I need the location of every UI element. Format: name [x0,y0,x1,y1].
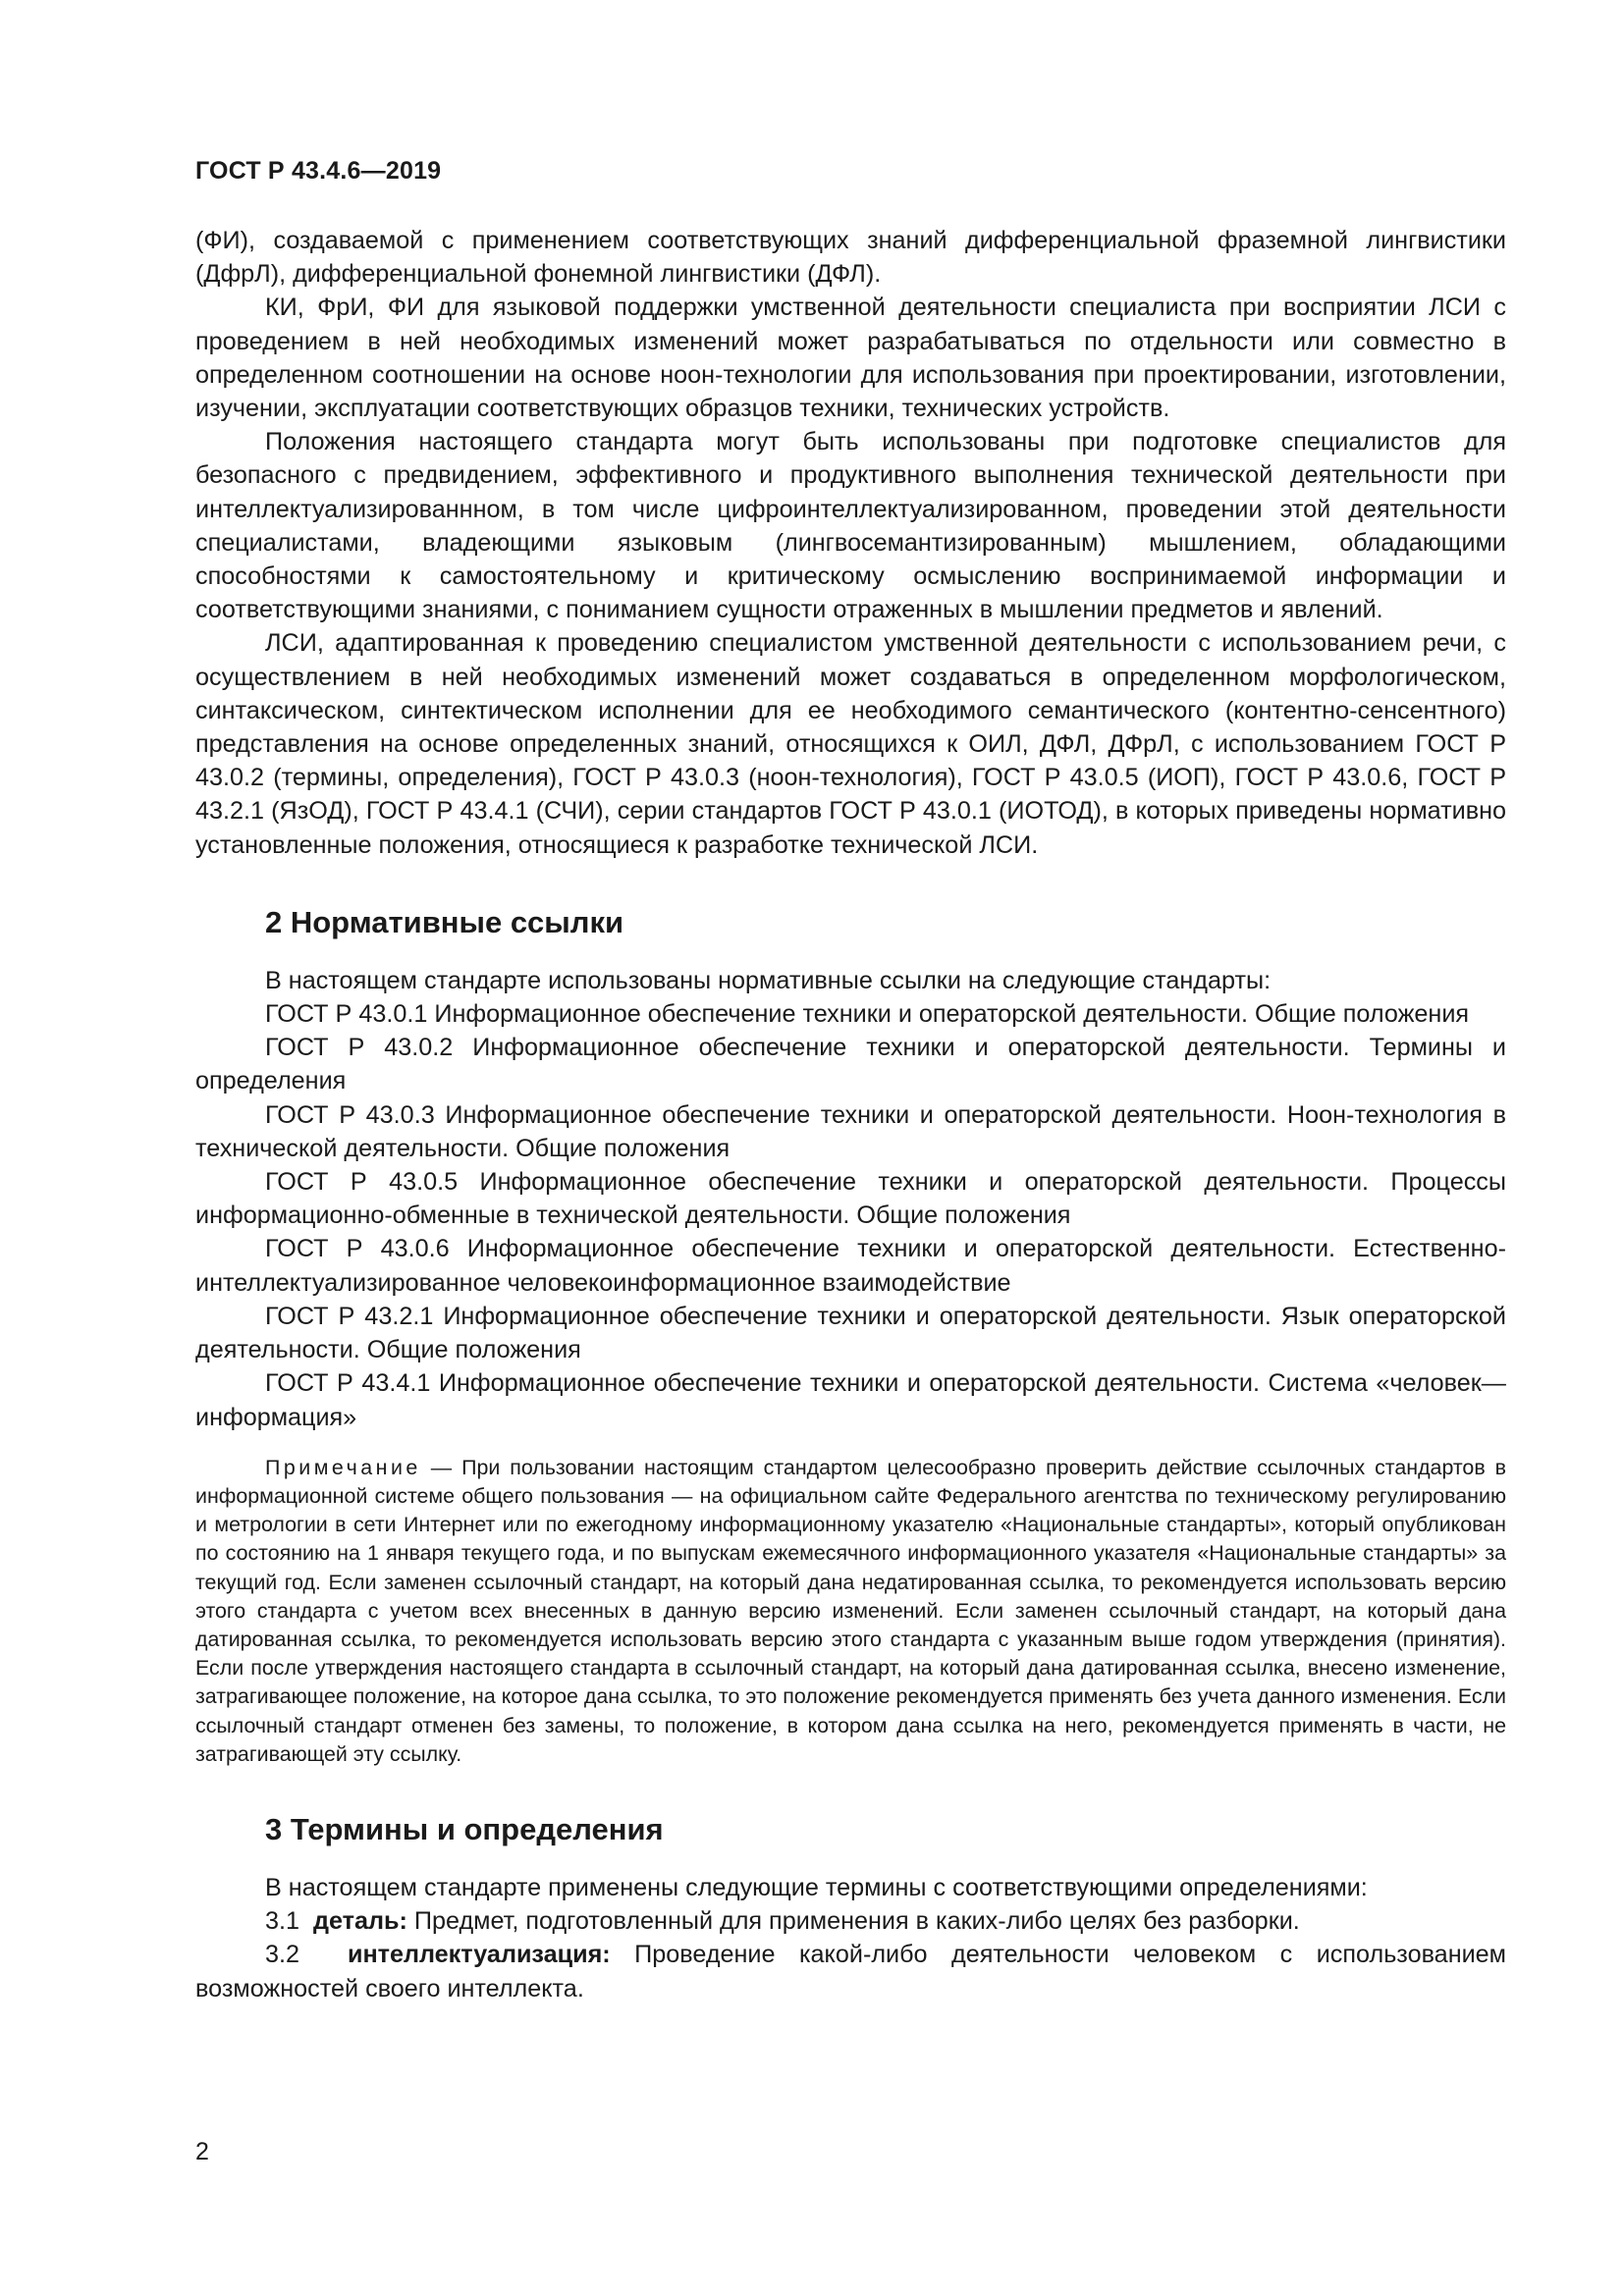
term-number: 3.2 [265,1941,300,1969]
term-number: 3.1 [265,1907,300,1936]
section-title-terms: 3 Термины и определения [265,1811,664,1846]
reference-item: ГОСТ Р 43.0.6 Информационное обеспечение техники и операторской деятельности. Естественно-интеллектуализированное человекоинформационное взаимодействие [195,1235,1506,1297]
intro-paragraph: Положения настоящего стандарта могут быть использованы при подготовке специалистов для безопасного с предвидением, эффективного и продуктивного выполнения технической деятельности при интеллектуализированнном, в том числе цифроинтеллектуализированном, проведении этой деятельности специалистами, владеющими языковым (лингвосемантизированным) мышлением, обладающими способностями к самостоятельному и критическому осмыслению воспринимаемой информации и соответствующими знаниями, с пониманием сущности отраженных в мышлении предметов и явлений. [195,428,1506,624]
note-text: — При пользовании настоящим стандартом целесообразно проверить действие ссылочных стандартов в информационной системе общего пользования — на официальном сайте Федерального агентства по техническому регулированию и метрологии в сети Интернет или по ежегодному информационному указателю «Национальные стандарты», который опубликован по состоянию на 1 января текущего года, и по выпускам ежемесячного информационного указателя «Национальные стандарты» за текущий год. Если заменен ссылочный стандарт, на который дана недатированная ссылка, то рекомендуется использовать версию этого стандарта с учетом всех внесенных в данную версию изменений. Если заменен ссылочный стандарт, на который дана датированная ссылка, то рекомендуется использовать версию этого стандарта с указанным выше годом утверждения (принятия). Если после утверждения настоящего стандарта в ссылочный стандарт, на который дана датированная ссылка, внесено изменение, затрагивающее положение, на которое дана ссылка, то это положение рекомендуется применять без учета данного изменения. Если ссылочный стандарт отменен без замены, то положение, в котором дана ссылка на него, рекомендуется применять в части, не затрагивающей эту ссылку. [195,1455,1506,1766]
section-lead: В настоящем стандарте применены следующие термины с соответствующими определениями: [265,1873,1368,1901]
document-header: ГОСТ Р 43.4.6—2019 [195,157,442,185]
section-lead: В настоящем стандарте использованы нормативные ссылки на следующие стандарты: [265,966,1272,994]
note-paragraph [195,1454,1506,1769]
reference-item: ГОСТ Р 43.2.1 Информационное обеспечение техники и операторской деятельности. Язык операторской деятельности. Общие положения [195,1302,1506,1364]
page-content [195,224,1506,2005]
reference-item: ГОСТ Р 43.0.3 Информационное обеспечение техники и операторской деятельности. Ноон-технология в технической деятельности. Общие положения [195,1100,1506,1162]
term-name: деталь: [313,1907,407,1936]
intro-paragraph: ЛСИ, адаптированная к проведению специалистом умственной деятельности с использованием речи, с осуществлением в ней необходимых изменений может создаваться в определенном морфологическом, синтаксическом, синтектическом исполнении для ее необходимого семантического (контентно-сенсентного) представления на основе определенных знаний, относящихся к ОИЛ, ДФЛ, ДФрЛ, с использованием ГОСТ Р 43.0.2 (термины, определения), ГОСТ Р 43.0.3 (ноон-технология), ГОСТ Р 43.0.5 (ИОП), ГОСТ Р 43.0.6, ГОСТ Р 43.2.1 (ЯзОД), ГОСТ Р 43.4.1 (СЧИ), серии стандартов ГОСТ Р 43.0.1 (ИОТОД), в которых приведены нормативно установленные положения, относящиеся к разработке технической ЛСИ. [195,629,1506,859]
term-name: интеллектуализация: [347,1941,611,1969]
reference-item: ГОСТ Р 43.0.5 Информационное обеспечение техники и операторской деятельности. Процессы информационно-обменные в технической деятельности. Общие положения [195,1168,1506,1230]
term-item [195,1904,1506,1938]
term-item [195,1938,1506,2004]
reference-item: ГОСТ Р 43.0.1 Информационное обеспечение техники и операторской деятельности. Общие положения [265,1000,1470,1029]
section-title-normative-references: 2 Нормативные ссылки [265,904,624,939]
term-definition: Проведение какой-либо деятельности человеком с использованием возможностей своего интеллекта. [195,1941,1506,2002]
reference-item: ГОСТ Р 43.0.2 Информационное обеспечение техники и операторской деятельности. Термины и определения [195,1034,1506,1095]
page-number: 2 [195,2138,209,2165]
note-label: Примечание [265,1455,421,1479]
reference-item: ГОСТ Р 43.4.1 Информационное обеспечение техники и операторской деятельности. Система «человек—информация» [195,1369,1506,1431]
intro-paragraph: (ФИ), создаваемой с применением соответствующих знаний дифференциальной фраземной лингвистики (ДфрЛ), дифференциальной фонемной лингвистики (ДФЛ). [195,227,1506,289]
normative-references-list [195,964,1506,1434]
term-definition: Предмет, подготовленный для применения в каких-либо целях без разборки. [406,1907,1300,1936]
intro-paragraph: КИ, ФрИ, ФИ для языковой поддержки умственной деятельности специалиста при восприятии ЛСИ с проведением в ней необходимых изменений может разрабатываться по отдельности или совместно в определенном соотношении на основе ноон-технологии для использования при проектировании, изготовлении, изучении, эксплуатации соответствующих образцов техники, технических устройств. [195,294,1506,423]
